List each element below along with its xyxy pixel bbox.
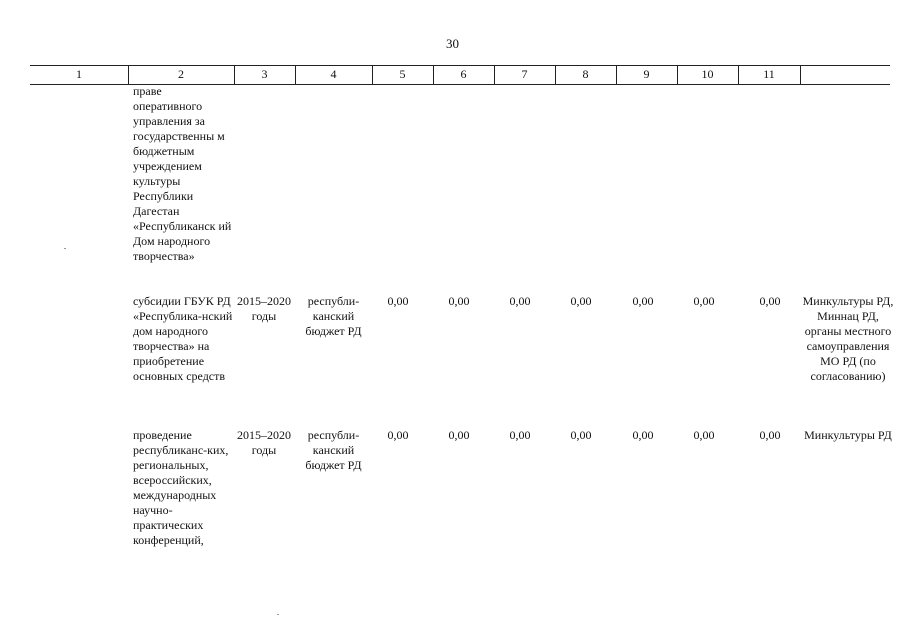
row-description: праве оперативного управления за государственны м бюджетным учреждением культуры Республики Дагестан «Республиканск ий Дом народного творчества» [133, 84, 232, 263]
value-cell: 0,00 [387, 428, 409, 442]
row-responsible: Минкультуры РД [804, 428, 892, 442]
value-cell: 0,00 [693, 428, 715, 442]
row-description: субсидии ГБУК РД «Республика-нский дом народного творчества» на приобретение основных средств [133, 294, 233, 383]
page-number: 30 [446, 36, 459, 51]
column-header: 9 [643, 67, 650, 81]
column-header: 6 [460, 67, 467, 81]
column-header: 4 [330, 67, 337, 81]
value-cell: 0,00 [570, 428, 592, 442]
column-header: 7 [521, 67, 528, 81]
value-cell: 0,00 [759, 428, 781, 442]
row-funding-source: республи-канский бюджет РД [305, 428, 362, 472]
column-header: 5 [399, 67, 406, 81]
value-cell: 0,00 [509, 294, 531, 308]
column-header: 2 [178, 67, 184, 81]
row-description: проведение республиканс-ких, региональных, всероссийских, международных научно-практических конференций, [133, 428, 229, 547]
value-cell: 0,00 [693, 294, 715, 308]
value-cell: 0,00 [632, 294, 654, 308]
value-cell: 0,00 [759, 294, 781, 308]
column-header: 10 [701, 67, 714, 81]
value-cell: 0,00 [387, 294, 409, 308]
value-cell: 0,00 [509, 428, 531, 442]
scan-speck [64, 248, 66, 249]
value-cell: 0,00 [448, 428, 470, 442]
column-header: 3 [261, 67, 268, 81]
row-period: 2015–2020 годы [237, 428, 291, 457]
value-cell: 0,00 [570, 294, 592, 308]
column-header: 8 [582, 67, 589, 81]
header-top-rule [30, 65, 890, 66]
value-cell: 0,00 [448, 294, 470, 308]
row-responsible: Минкультуры РД, Миннац РД, органы местного самоуправления МО РД (по согласованию) [802, 294, 894, 383]
row-period: 2015–2020 годы [237, 294, 291, 323]
column-header: 1 [76, 67, 82, 81]
row-funding-source: республи-канский бюджет РД [305, 294, 362, 338]
scan-speck [277, 614, 279, 615]
value-cell: 0,00 [632, 428, 654, 442]
column-header: 11 [763, 67, 775, 81]
column-divider [800, 65, 801, 84]
